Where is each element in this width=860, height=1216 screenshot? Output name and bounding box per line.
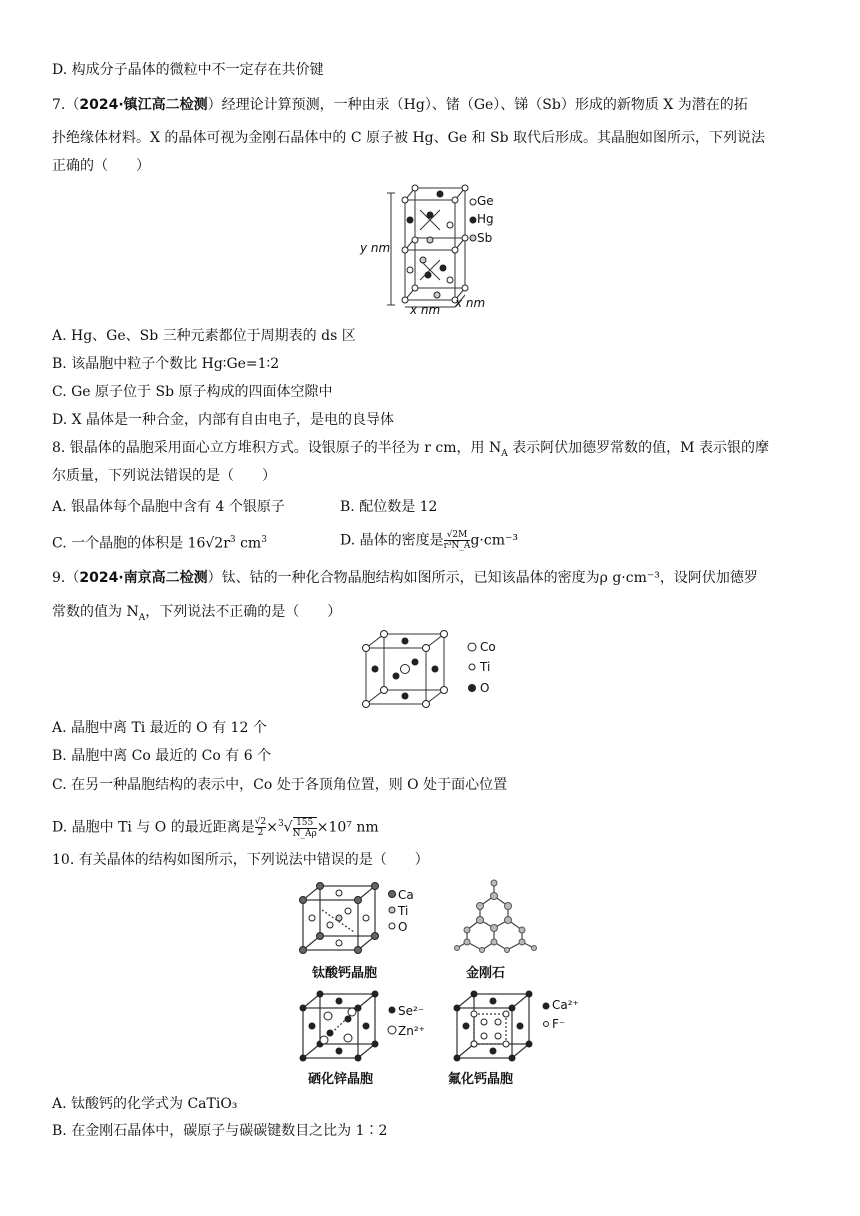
q9-crystal-figure	[360, 628, 460, 710]
legend-se: Se²⁻	[398, 1004, 425, 1018]
q7-option-d: D. X 晶体是一种合金，内部有自由电子，是电的良导体	[52, 412, 395, 428]
caption-diamond: 金刚石	[466, 966, 506, 981]
q9-stem-line2: 常数的值为 $N_A$，下列说法不正确的是（ ）	[52, 604, 342, 623]
q7-stem-line2: 扑绝缘体材料。X 的晶体可视为金刚石晶体中的 C 原子被 Hg、Ge 和 Sb 取代后形成。其晶胞如图所示，下列说法	[52, 130, 766, 146]
legend-co: Co	[480, 640, 496, 654]
caf2-legend-markers	[540, 1000, 552, 1030]
q10-option-b: B. 在金刚石晶体中，碳原子与碳碳键数目之比为 1∶2	[52, 1123, 388, 1139]
q9-source-tag: 2024·南京高二检测	[79, 570, 208, 586]
znse-cell-figure	[298, 988, 383, 1063]
q7-option-a: A. Hg、Ge、Sb 三种元素都位于周期表的 ds 区	[52, 328, 356, 344]
axis-y: y nm	[360, 241, 391, 255]
q7-source-tag: 2024·镇江高二检测	[79, 97, 208, 113]
caf2-cell-figure	[452, 988, 537, 1063]
q10-option-a: A. 钛酸钙的化学式为 CaTiO₃	[52, 1096, 238, 1112]
q7-stem-line1: 7.（2024·镇江高二检测）经理论计算预测，一种由汞（Hg）、锗（Ge）、锑（Sb）形成的新物质 X 为潜在的拓	[52, 97, 748, 113]
axis-x2: x nm	[455, 296, 486, 310]
legend-sb: Sb	[477, 231, 493, 245]
caption-catio3: 钛酸钙晶胞	[312, 966, 378, 981]
q9-option-a: A. 晶胞中离 Ti 最近的 O 有 12 个	[52, 720, 267, 736]
legend-zn: Zn²⁺	[398, 1024, 425, 1038]
legend-f: F⁻	[552, 1017, 566, 1031]
q10-stem: 10. 有关晶体的结构如图所示，下列说法中错误的是（ ）	[52, 852, 429, 868]
catio3-cell-figure	[298, 880, 383, 955]
legend-o: O	[480, 681, 490, 695]
legend-ca: Ca	[398, 888, 414, 902]
caption-caf2: 氟化钙晶胞	[448, 1072, 514, 1087]
legend-ti-10: Ti	[398, 904, 409, 918]
q9-stem-line1: 9.（2024·南京高二检测）钛、钴的一种化合物晶胞结构如图所示，已知该晶体的密度为ρ g·cm⁻³，设阿伏加德罗	[52, 570, 758, 586]
q9-option-b: B. 晶胞中离 Co 最近的 Co 有 6 个	[52, 748, 272, 764]
q7-stem-line3: 正确的（ ）	[52, 158, 150, 174]
q8-options-ab: A. 银晶体每个晶胞中含有 4 个银原子 B. 配位数是 12	[52, 499, 438, 515]
legend-ti: Ti	[480, 660, 491, 674]
legend-ge: Ge	[477, 194, 494, 208]
q7-option-b: B. 该晶胞中粒子个数比 Hg∶Ge=1∶2	[52, 356, 280, 372]
q8-options-cd: C. 一个晶胞的体积是 $16√2r^3$ $cm^3$ D. 晶体的密度是 $\frac{√2M}{\text{r³N\_A}}$ g·cm⁻³	[52, 530, 518, 552]
q9-option-d: D. 晶胞中 Ti 与 O 的最近距离是 $\frac{√2}{2}$ ×$^3$√ $\frac{155}{N\_A\rho}$ ×10⁷ nm	[52, 817, 379, 839]
znse-legend-markers	[386, 1004, 398, 1038]
diamond-structure-figure	[452, 878, 542, 958]
q9-legend-markers	[465, 640, 479, 695]
q9-option-c: C. 在另一种晶胞结构的表示中，Co 处于各顶角位置，则 O 处于面心位置	[52, 777, 508, 793]
legend-o-10: O	[398, 920, 408, 934]
q8-stem-line1: 8. 银晶体的晶胞采用面心立方堆积方式。设银原子的半径为 r cm，用 $N_A$ 表示阿伏加德罗常数的值，M 表示银的摩	[52, 440, 769, 459]
q7-option-c: C. Ge 原子位于 Sb 原子构成的四面体空隙中	[52, 384, 333, 400]
axis-x1: x nm	[410, 303, 441, 317]
catio3-legend-markers	[386, 888, 398, 936]
caption-znse: 硒化锌晶胞	[308, 1072, 374, 1087]
q6-option-d: D. 构成分子晶体的微粒中不一定存在共价键	[52, 62, 324, 78]
legend-ca2: Ca²⁺	[552, 998, 579, 1012]
legend-hg: Hg	[477, 212, 494, 226]
q8-stem-line2: 尔质量，下列说法错误的是（ ）	[52, 468, 276, 484]
